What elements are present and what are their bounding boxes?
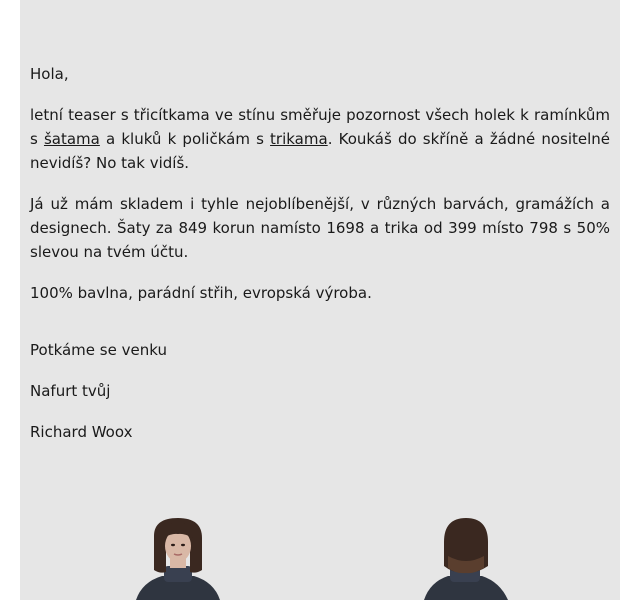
sign-off-yours: Nafurt tvůj (30, 382, 111, 400)
model-front-image (132, 516, 224, 600)
email-body (20, 0, 620, 600)
email-content (30, 62, 610, 461)
greeting-text: Hola, (30, 65, 69, 83)
teaser-text-3: . Koukáš do skříně a žádné nositelné nevidíš? No tak vidíš. (30, 130, 611, 172)
model-back-image (418, 516, 510, 600)
product-photo-front[interactable] (132, 516, 224, 600)
paragraph-offer: Já už mám skladem i tyhle nejoblíbenější, v různých barvách, gramážích a designech. Šaty za 849 korun namísto 1698 a trika od 399 místo 798 s 50% slevou na tvém účtu. (30, 195, 610, 261)
sign-off-line: Potkáme se venku (30, 341, 167, 359)
teaser-text-2: a kluků k poličkám s (99, 130, 271, 148)
paragraph-teaser (30, 103, 610, 175)
paragraph-quality: 100% bavlna, parádní střih, evropská výroba. (30, 284, 372, 302)
product-photo-back[interactable] (418, 516, 510, 600)
dresses-link[interactable]: šatama (43, 130, 100, 148)
sender-name: Richard Woox (30, 423, 133, 441)
tshirts-link[interactable]: trikama (270, 130, 328, 148)
teaser-text-1: letní teaser s třicítkama ve stínu směřuje pozornost všech holek k ramínkům s (30, 106, 610, 148)
